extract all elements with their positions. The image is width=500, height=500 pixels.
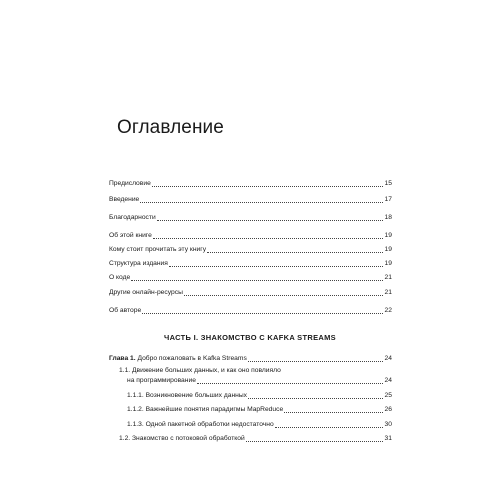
dot-leader <box>184 295 383 296</box>
toc-page-number: 21 <box>384 289 392 296</box>
toc-entry-label: 1.2. Знакомство с потоковой обработкой <box>119 435 245 442</box>
toc-entry-about-author[interactable] <box>109 304 392 316</box>
toc-page-number: 30 <box>384 421 392 428</box>
dot-leader <box>246 441 383 442</box>
toc-entry-label: на программирование <box>127 377 196 384</box>
dot-leader <box>153 238 383 239</box>
toc-entry-label: Благодарности <box>109 214 156 221</box>
toc-entry-online-resources[interactable] <box>109 286 392 298</box>
dot-leader <box>142 313 383 314</box>
part-heading: ЧАСТЬ I. ЗНАКОМСТВО С KAFKA STREAMS <box>164 333 336 342</box>
chapter-title: Добро пожаловать в Kafka Streams <box>135 355 247 362</box>
toc-page-number: 24 <box>384 355 392 362</box>
toc-entry-label: Об авторе <box>109 307 142 314</box>
toc-entry-label: Кому стоит прочитать эту книгу <box>109 246 207 253</box>
dot-leader <box>275 427 383 428</box>
toc-page-number: 22 <box>384 307 392 314</box>
toc-page-number: 25 <box>384 392 392 399</box>
dot-leader <box>248 398 383 399</box>
toc-entry-label: Предисловие <box>109 180 151 187</box>
toc-entry-section-1-1-3[interactable] <box>127 418 392 430</box>
dot-leader <box>197 383 383 384</box>
dot-leader <box>248 361 383 362</box>
toc-entry-about-book[interactable] <box>109 229 392 241</box>
toc-page-number: 19 <box>384 232 392 239</box>
toc-page-number: 21 <box>384 274 392 281</box>
dot-leader <box>152 186 383 187</box>
toc-entry-section-1-2[interactable] <box>119 432 392 444</box>
toc-entry-label: Другие онлайн-ресурсы <box>109 289 183 296</box>
toc-entry-structure[interactable] <box>109 257 392 269</box>
toc-page-number: 26 <box>384 406 392 413</box>
page-title: Оглавление <box>117 117 224 138</box>
toc-entry-section-1-1-2[interactable] <box>127 403 392 415</box>
toc-page-number: 17 <box>384 196 392 203</box>
toc-page-number: 19 <box>384 246 392 253</box>
dot-leader <box>157 220 383 221</box>
chapter-prefix: Глава 1. <box>109 355 136 362</box>
dot-leader <box>207 252 383 253</box>
toc-entry-label: О коде <box>109 274 131 281</box>
toc-entry-section-1-1[interactable] <box>119 374 392 386</box>
toc-page-number: 15 <box>384 180 392 187</box>
dot-leader <box>131 280 383 281</box>
dot-leader <box>284 412 383 413</box>
toc-entry-label: Структура издания <box>109 260 168 267</box>
toc-entry-chapter-1[interactable] <box>109 352 392 364</box>
toc-page-number: 18 <box>384 214 392 221</box>
dot-leader <box>169 266 383 267</box>
toc-entry-who-should-read[interactable] <box>109 243 392 255</box>
dot-leader <box>140 202 383 203</box>
toc-entry-label: 1.1.2. Важнейшие понятия парадигмы MapReduce <box>127 406 284 413</box>
toc-entry-acknowledgments[interactable] <box>109 211 392 223</box>
toc-entry-about-code[interactable] <box>109 271 392 283</box>
toc-page-number: 31 <box>384 435 392 442</box>
toc-entry-section-1-1-1[interactable] <box>127 389 392 401</box>
toc-entry-label <box>109 354 247 364</box>
toc-entry-section-1-1-first-line[interactable]: 1.1. Движение больших данных, и как оно повлияло <box>119 367 281 374</box>
toc-entry-label: 1.1.3. Одной пакетной обработки недостаточно <box>127 421 274 428</box>
toc-entry-introduction[interactable] <box>109 193 392 205</box>
toc-entry-preface[interactable] <box>109 177 392 189</box>
toc-entry-label: 1.1.1. Возникновение больших данных <box>127 392 247 399</box>
toc-page-number: 19 <box>384 260 392 267</box>
toc-entry-label: Об этой книге <box>109 232 152 239</box>
toc-page-number: 24 <box>384 377 392 384</box>
toc-entry-label: Введение <box>109 196 140 203</box>
